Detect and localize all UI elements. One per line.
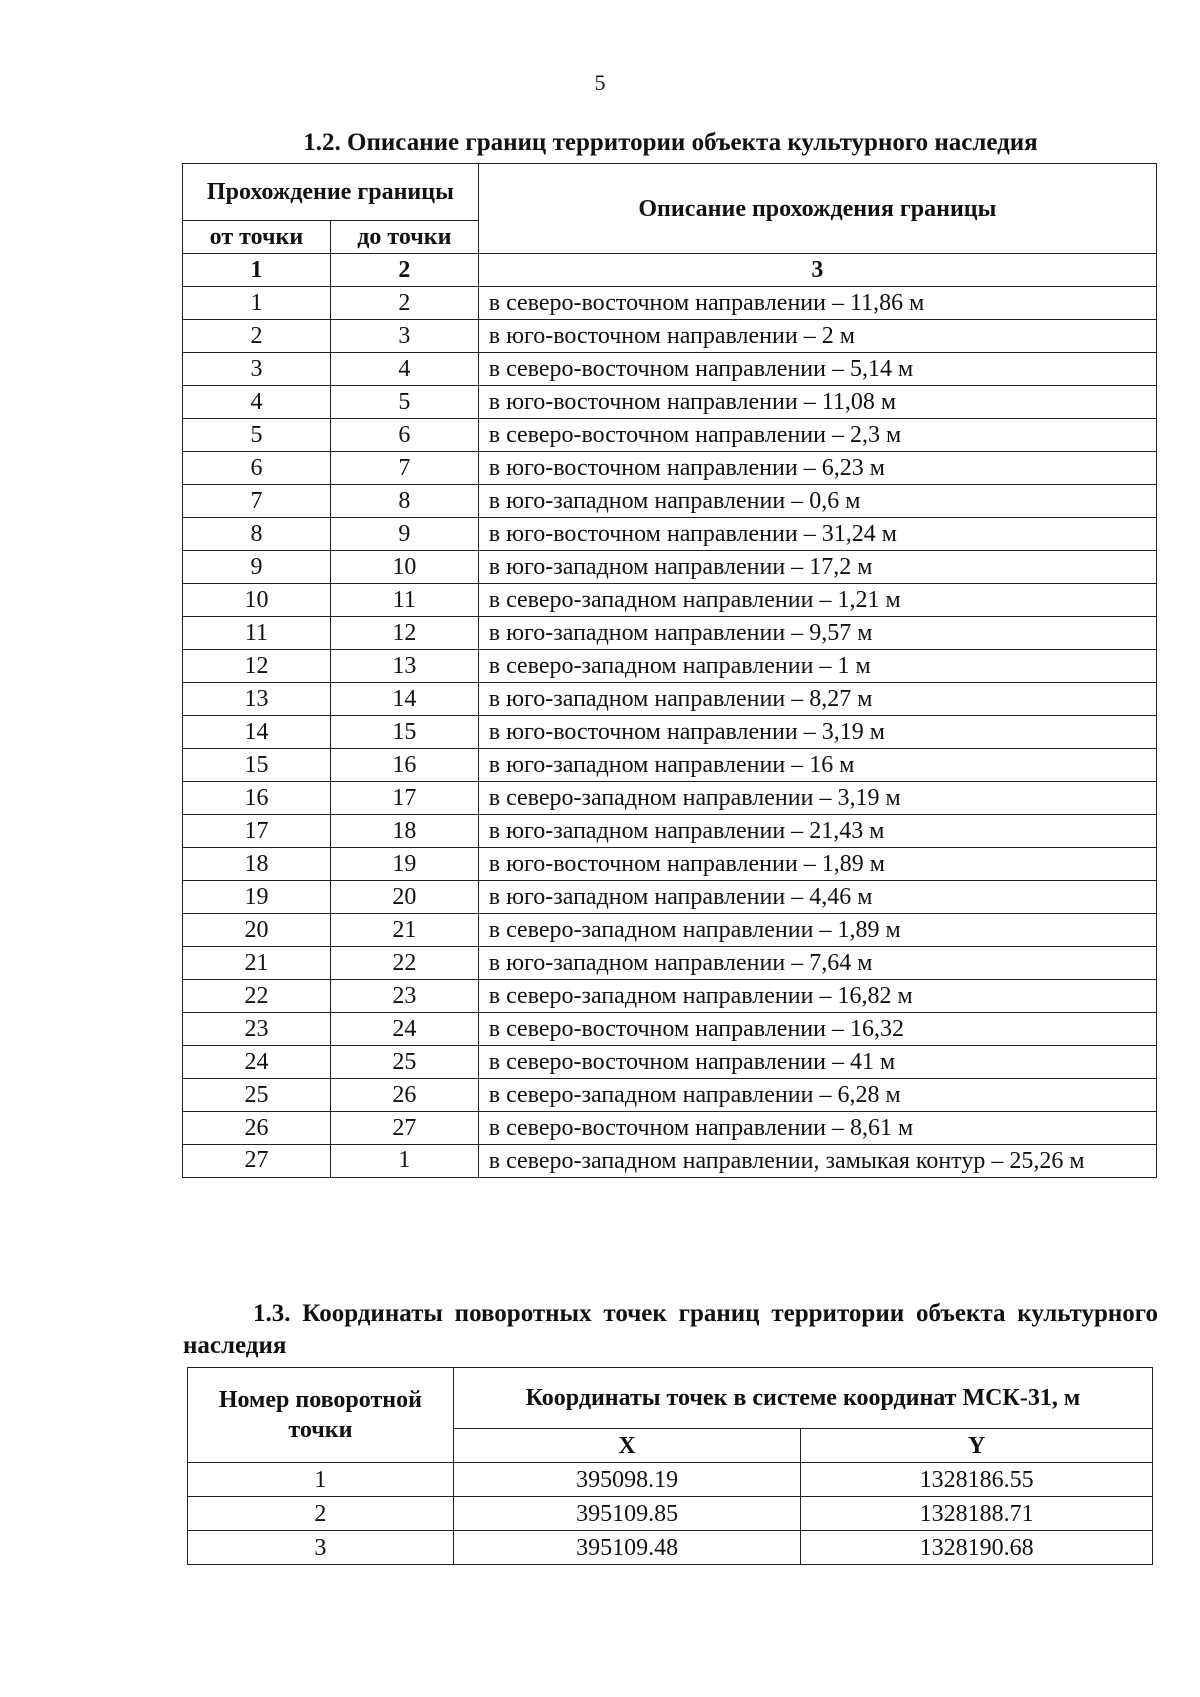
cell-from-point: 7 xyxy=(183,485,331,518)
cell-to-point: 12 xyxy=(330,617,478,650)
cell-to-point: 3 xyxy=(330,320,478,353)
cell-from-point: 8 xyxy=(183,518,331,551)
cell-from-point: 13 xyxy=(183,683,331,716)
cell-description: в северо-западном направлении – 1,89 м xyxy=(478,914,1156,947)
cell-to-point: 23 xyxy=(330,980,478,1013)
cell-description: в юго-восточном направлении – 1,89 м xyxy=(478,848,1156,881)
table-row xyxy=(183,287,1157,320)
table-row xyxy=(188,1531,1153,1565)
cell-description: в северо-восточном направлении – 11,86 м xyxy=(478,287,1156,320)
cell-from-point: 18 xyxy=(183,848,331,881)
table-row xyxy=(183,1013,1157,1046)
cell-description: в юго-восточном направлении – 3,19 м xyxy=(478,716,1156,749)
cell-from-point: 21 xyxy=(183,947,331,980)
table-row xyxy=(183,881,1157,914)
table-row xyxy=(183,452,1157,485)
cell-x: 395109.48 xyxy=(453,1531,801,1565)
table-row xyxy=(183,485,1157,518)
cell-to-point: 25 xyxy=(330,1046,478,1079)
cell-description: в северо-восточном направлении – 2,3 м xyxy=(478,419,1156,452)
table-row xyxy=(183,683,1157,716)
cell-to-point: 19 xyxy=(330,848,478,881)
page-number: 5 xyxy=(594,70,606,95)
cell-to-point: 11 xyxy=(330,584,478,617)
header-column-number: 3 xyxy=(478,254,1156,287)
cell-y: 1328186.55 xyxy=(801,1463,1153,1497)
table-row xyxy=(183,914,1157,947)
cell-to-point: 9 xyxy=(330,518,478,551)
table-row xyxy=(183,320,1157,353)
table-row xyxy=(183,1079,1157,1112)
cell-description: в северо-западном направлении – 16,82 м xyxy=(478,980,1156,1013)
coordinates-table xyxy=(187,1367,1153,1565)
cell-description: в северо-западном направлении, замыкая контур – 25,26 м xyxy=(478,1145,1156,1178)
header-coordinates: Координаты точек в системе координат МСК-31, м xyxy=(453,1368,1152,1429)
cell-to-point: 18 xyxy=(330,815,478,848)
table-row xyxy=(183,584,1157,617)
table-row xyxy=(183,1112,1157,1145)
table-row xyxy=(183,1046,1157,1079)
cell-description: в юго-западном направлении – 0,6 м xyxy=(478,485,1156,518)
cell-from-point: 4 xyxy=(183,386,331,419)
cell-point-number: 1 xyxy=(188,1463,454,1497)
table-row xyxy=(188,1463,1153,1497)
cell-from-point: 9 xyxy=(183,551,331,584)
cell-description: в юго-восточном направлении – 2 м xyxy=(478,320,1156,353)
table-row xyxy=(183,419,1157,452)
cell-description: в юго-восточном направлении – 11,08 м xyxy=(478,386,1156,419)
header-column-number: 1 xyxy=(183,254,331,287)
cell-from-point: 26 xyxy=(183,1112,331,1145)
cell-from-point: 23 xyxy=(183,1013,331,1046)
cell-description: в северо-западном направлении – 6,28 м xyxy=(478,1079,1156,1112)
cell-to-point: 10 xyxy=(330,551,478,584)
cell-to-point: 7 xyxy=(330,452,478,485)
section-title: 1.2. Описание границ территории объекта культурного наследия xyxy=(303,129,1038,156)
cell-x: 395109.85 xyxy=(453,1497,801,1531)
table-row xyxy=(183,848,1157,881)
cell-description: в юго-западном направлении – 9,57 м xyxy=(478,617,1156,650)
cell-to-point: 13 xyxy=(330,650,478,683)
table-row xyxy=(183,980,1157,1013)
boundary-description-table xyxy=(182,163,1157,1178)
table-row xyxy=(183,518,1157,551)
cell-from-point: 6 xyxy=(183,452,331,485)
cell-description: в юго-западном направлении – 16 м xyxy=(478,749,1156,782)
cell-to-point: 4 xyxy=(330,353,478,386)
table-row xyxy=(183,1145,1157,1178)
cell-y: 1328190.68 xyxy=(801,1531,1153,1565)
cell-to-point: 14 xyxy=(330,683,478,716)
cell-description: в юго-западном направлении – 21,43 м xyxy=(478,815,1156,848)
cell-from-point: 17 xyxy=(183,815,331,848)
table-row xyxy=(188,1497,1153,1531)
cell-description: в юго-западном направлении – 17,2 м xyxy=(478,551,1156,584)
cell-point-number: 2 xyxy=(188,1497,454,1531)
cell-description: в северо-западном направлении – 3,19 м xyxy=(478,782,1156,815)
cell-description: в юго-западном направлении – 8,27 м xyxy=(478,683,1156,716)
cell-to-point: 6 xyxy=(330,419,478,452)
section-title: 1.3. Координаты поворотных точек границ территории объекта культурного наследия xyxy=(183,1300,1158,1359)
header-from-point: от точки xyxy=(183,221,331,254)
cell-from-point: 10 xyxy=(183,584,331,617)
cell-description: в северо-восточном направлении – 16,32 xyxy=(478,1013,1156,1046)
cell-from-point: 1 xyxy=(183,287,331,320)
table-row xyxy=(183,749,1157,782)
cell-from-point: 20 xyxy=(183,914,331,947)
cell-from-point: 14 xyxy=(183,716,331,749)
cell-from-point: 22 xyxy=(183,980,331,1013)
cell-description: в северо-восточном направлении – 8,61 м xyxy=(478,1112,1156,1145)
cell-to-point: 17 xyxy=(330,782,478,815)
cell-to-point: 22 xyxy=(330,947,478,980)
cell-to-point: 15 xyxy=(330,716,478,749)
table-row xyxy=(183,551,1157,584)
cell-from-point: 3 xyxy=(183,353,331,386)
table-row xyxy=(183,815,1157,848)
cell-from-point: 16 xyxy=(183,782,331,815)
cell-description: в северо-восточном направлении – 41 м xyxy=(478,1046,1156,1079)
table-row xyxy=(183,782,1157,815)
cell-from-point: 15 xyxy=(183,749,331,782)
cell-description: в северо-западном направлении – 1 м xyxy=(478,650,1156,683)
cell-to-point: 21 xyxy=(330,914,478,947)
cell-from-point: 11 xyxy=(183,617,331,650)
table-row xyxy=(183,617,1157,650)
header-description: Описание прохождения границы xyxy=(478,164,1156,254)
table-row xyxy=(183,716,1157,749)
cell-to-point: 8 xyxy=(330,485,478,518)
cell-to-point: 26 xyxy=(330,1079,478,1112)
cell-from-point: 12 xyxy=(183,650,331,683)
header-passage: Прохождение границы xyxy=(183,164,479,221)
cell-description: в северо-восточном направлении – 5,14 м xyxy=(478,353,1156,386)
header-y: Y xyxy=(801,1429,1153,1463)
cell-description: в юго-западном направлении – 7,64 м xyxy=(478,947,1156,980)
cell-description: в юго-восточном направлении – 6,23 м xyxy=(478,452,1156,485)
cell-to-point: 24 xyxy=(330,1013,478,1046)
cell-to-point: 16 xyxy=(330,749,478,782)
cell-to-point: 5 xyxy=(330,386,478,419)
cell-to-point: 2 xyxy=(330,287,478,320)
cell-description: в северо-западном направлении – 1,21 м xyxy=(478,584,1156,617)
cell-description: в юго-западном направлении – 4,46 м xyxy=(478,881,1156,914)
table-row xyxy=(183,947,1157,980)
header-point-number: Номер поворотной точки xyxy=(188,1368,454,1463)
table-row xyxy=(183,353,1157,386)
cell-point-number: 3 xyxy=(188,1531,454,1565)
cell-from-point: 2 xyxy=(183,320,331,353)
cell-from-point: 24 xyxy=(183,1046,331,1079)
cell-from-point: 5 xyxy=(183,419,331,452)
cell-from-point: 27 xyxy=(183,1145,331,1178)
cell-to-point: 20 xyxy=(330,881,478,914)
table-row xyxy=(183,386,1157,419)
table-row xyxy=(183,650,1157,683)
cell-y: 1328188.71 xyxy=(801,1497,1153,1531)
cell-to-point: 1 xyxy=(330,1145,478,1178)
header-to-point: до точки xyxy=(330,221,478,254)
cell-from-point: 25 xyxy=(183,1079,331,1112)
header-column-number: 2 xyxy=(330,254,478,287)
cell-to-point: 27 xyxy=(330,1112,478,1145)
cell-from-point: 19 xyxy=(183,881,331,914)
cell-x: 395098.19 xyxy=(453,1463,801,1497)
cell-description: в юго-восточном направлении – 31,24 м xyxy=(478,518,1156,551)
header-x: X xyxy=(453,1429,801,1463)
